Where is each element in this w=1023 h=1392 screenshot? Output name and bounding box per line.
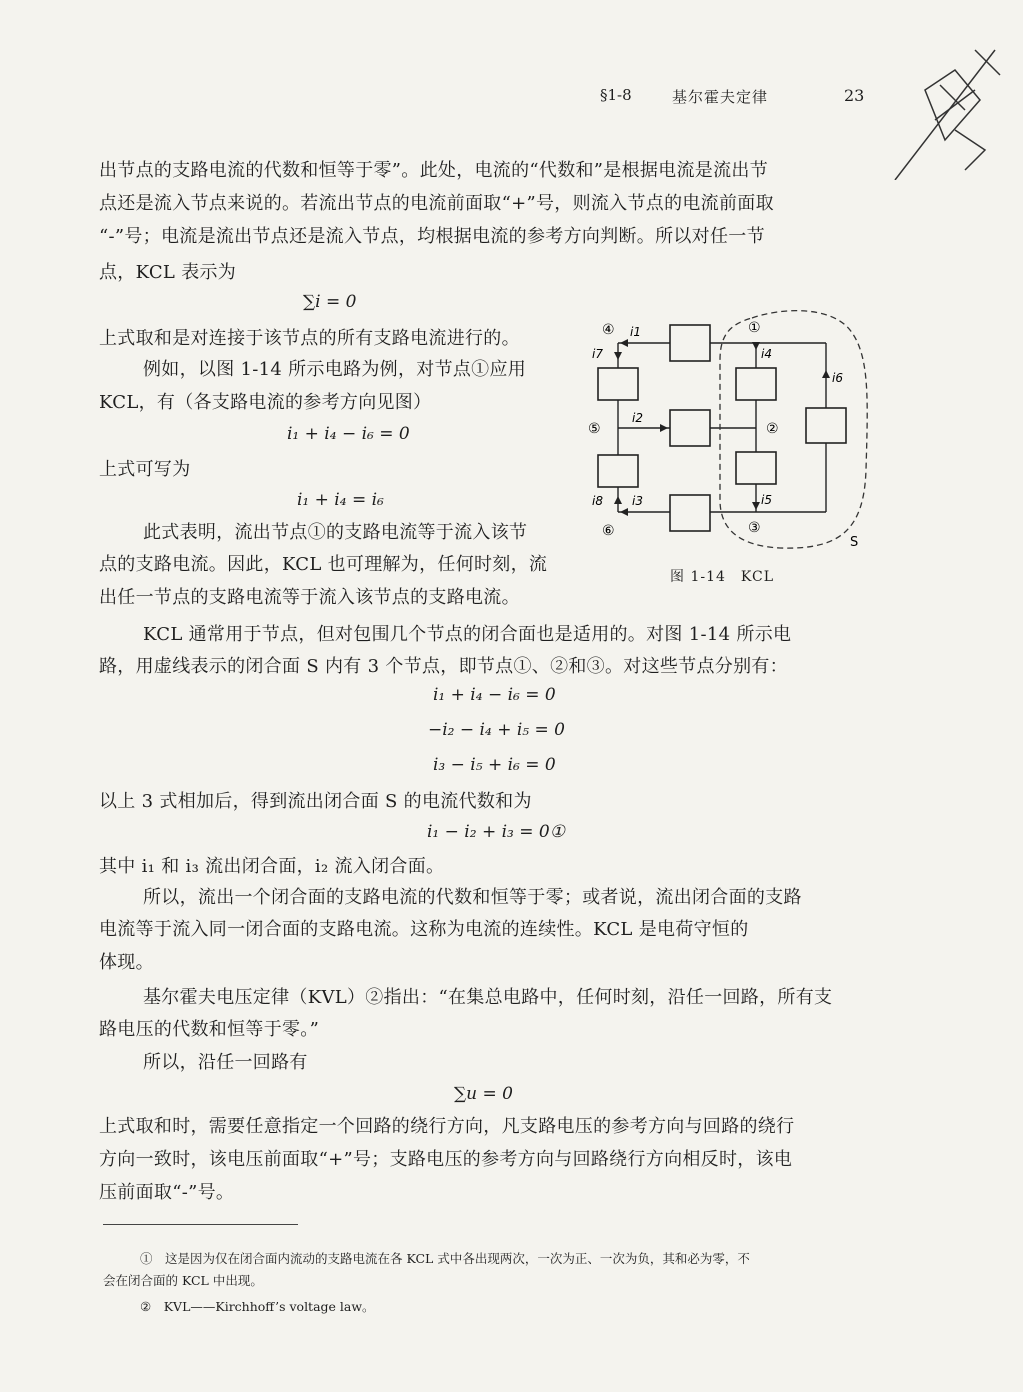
- equation-node1-a: i₁ + i₄ − i₆ = 0: [287, 424, 410, 444]
- para-12-line-2: 方向一致时，该电压前面取“+”号；支路电压的参考方向与回路绕行方向相反时，该电: [99, 1149, 793, 1170]
- current-label-i7: i7: [592, 347, 603, 361]
- current-label-i4: i4: [761, 347, 772, 361]
- node-label-3: ③: [748, 520, 761, 536]
- equation-s3: i₃ − i₅ + i₆ = 0: [433, 755, 556, 775]
- para-10-line-1: 基尔霍夫电压定律（KVL）②指出：“在集总电路中，任何时刻，沿任一回路，所有支: [143, 987, 833, 1008]
- current-label-i3: i3: [632, 494, 643, 508]
- para-1-line-3: “-”号；电流是流出节点还是流入节点，均根据电流的参考方向判断。所以对任一节: [99, 226, 765, 247]
- para-1-line-4: 点，KCL 表示为: [99, 262, 237, 283]
- para-9-line-2: 电流等于流入同一闭合面的支路电流。这称为电流的连续性。KCL 是电荷守恒的: [99, 919, 749, 940]
- footnote-1-line-2: 会在闭合面的 KCL 中出现。: [103, 1273, 263, 1288]
- running-header: [600, 86, 900, 108]
- branch-box: [806, 408, 846, 443]
- para-12-line-1: 上式取和时，需要任意指定一个回路的绕行方向，凡支路电压的参考方向与回路的绕行: [99, 1116, 795, 1137]
- section-number: §1-8: [600, 86, 632, 104]
- equation-s1: i₁ + i₄ − i₆ = 0: [433, 685, 556, 705]
- para-6-line-1: KCL 通常用于节点，但对包围几个节点的闭合面也是适用的。对图 1-14 所示电: [143, 624, 792, 645]
- page-number: 23: [844, 86, 865, 105]
- corner-stamp-decoration: [885, 30, 1005, 180]
- node-label-6: ⑥: [602, 523, 615, 539]
- para-11: 所以，沿任一回路有: [143, 1052, 308, 1073]
- current-label-i8: i8: [592, 494, 603, 508]
- node-label-1: ①: [748, 320, 761, 336]
- branch-box: [736, 368, 776, 400]
- equation-sum-u: ∑u = 0: [454, 1084, 513, 1104]
- current-label-i2: i2: [632, 411, 643, 425]
- equation-s2: −i₂ − i₄ + i₅ = 0: [428, 720, 565, 740]
- para-5-line-1: 此式表明，流出节点①的支路电流等于流入该节: [143, 522, 528, 543]
- para-6-line-2: 路，用虚线表示的闭合面 S 内有 3 个节点，即节点①、②和③。对这些节点分别有：: [99, 656, 788, 677]
- para-4: 上式可写为: [99, 459, 191, 480]
- current-label-i5: i5: [761, 493, 772, 507]
- para-12-line-3: 压前面取“-”号。: [99, 1182, 235, 1203]
- para-3-line-2: KCL，有（各支路电流的参考方向见图）: [99, 392, 432, 413]
- footnote-1-line-1: ① 这是因为仅在闭合面内流动的支路电流在各 KCL 式中各出现两次，一次为正、一次为负，其和必为零，不: [140, 1251, 750, 1266]
- figure-caption: 图 1-14 KCL: [670, 569, 774, 585]
- para-9-line-3: 体现。: [99, 952, 154, 973]
- node-label-2: ②: [766, 421, 779, 437]
- node-label-4: ④: [602, 322, 615, 338]
- para-1-line-2: 点还是流入节点来说的。若流出节点的电流前面取“+”号，则流入节点的电流前面取: [99, 193, 774, 214]
- para-5-line-3: 出任一节点的支路电流等于流入该节点的支路电流。: [99, 587, 520, 608]
- surface-label-s: S: [850, 535, 859, 550]
- equation-node1-b: i₁ + i₄ = i₆: [297, 490, 384, 510]
- branch-box: [598, 368, 638, 400]
- equation-sum-i: ∑i = 0: [303, 292, 357, 312]
- para-7: 以上 3 式相加后，得到流出闭合面 S 的电流代数和为: [99, 791, 532, 812]
- para-5-line-2: 点的支路电流。因此，KCL 也可理解为，任何时刻，流: [99, 554, 548, 575]
- para-9-line-1: 所以，流出一个闭合面的支路电流的代数和恒等于零；或者说，流出闭合面的支路: [143, 887, 802, 908]
- equation-total: i₁ − i₂ + i₃ = 0①: [427, 822, 565, 842]
- para-8: 其中 i₁ 和 i₃ 流出闭合面，i₂ 流入闭合面。: [99, 856, 445, 877]
- para-2: 上式取和是对连接于该节点的所有支路电流进行的。: [99, 328, 520, 349]
- para-1-line-1: 出节点的支路电流的代数和恒等于零”。此处，电流的“代数和”是根据电流是流出节: [99, 160, 769, 181]
- section-title: 基尔霍夫定律: [672, 88, 769, 106]
- branch-box: [736, 452, 776, 484]
- current-label-i1: i1: [630, 325, 641, 339]
- footnote-rule: [103, 1224, 298, 1225]
- branch-box: [670, 325, 710, 361]
- para-3-line-1: 例如，以图 1-14 所示电路为例，对节点①应用: [143, 359, 527, 380]
- node-label-5: ⑤: [588, 421, 601, 437]
- current-label-i6: i6: [832, 371, 843, 385]
- para-10-line-2: 路电压的代数和恒等于零。”: [99, 1019, 320, 1040]
- footnote-2: ② KVL——Kirchhoff’s voltage law。: [140, 1299, 375, 1314]
- figure-1-14-circuit: [580, 300, 880, 560]
- branch-box: [670, 495, 710, 531]
- branch-box: [598, 455, 638, 487]
- branch-box: [670, 410, 710, 446]
